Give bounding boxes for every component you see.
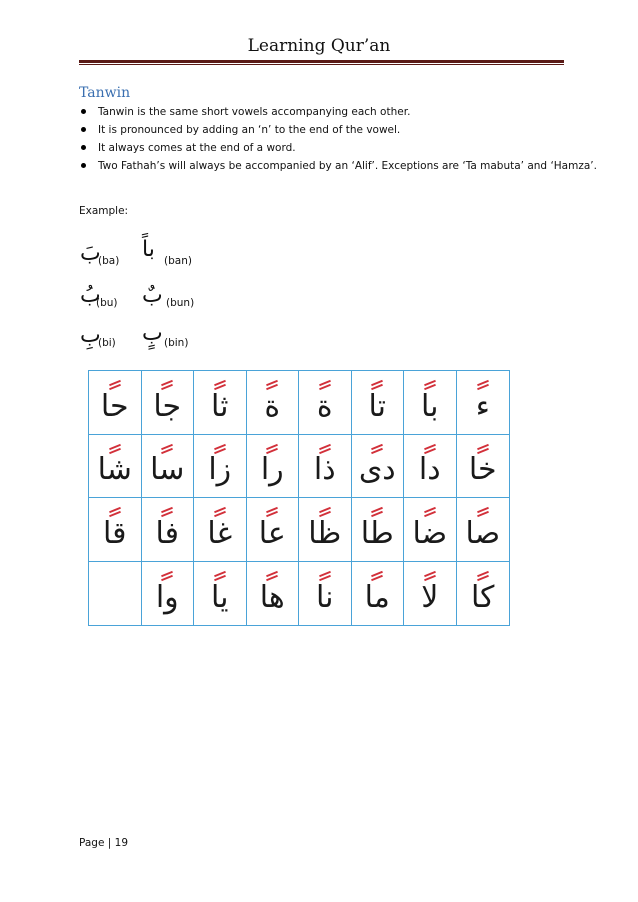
grid-cell xyxy=(194,371,247,435)
grid-cell xyxy=(404,371,457,435)
bullet-dot-icon xyxy=(81,163,86,168)
short-vowel-transliteration: (bu) xyxy=(96,297,118,309)
arabic-letter: سا xyxy=(150,452,185,488)
bullet-dot-icon xyxy=(81,109,86,114)
short-vowel-glyph: بِ xyxy=(80,323,101,348)
short-vowel-glyph: بَ xyxy=(80,241,101,266)
fathatan-mark-icon xyxy=(161,444,173,454)
grid-cell xyxy=(89,371,142,435)
grid-cell xyxy=(89,435,142,499)
tanwin-transliteration: (bun) xyxy=(166,297,195,309)
fathatan-mark-icon xyxy=(266,444,278,454)
bullet-list xyxy=(79,103,597,175)
arabic-letter: ة xyxy=(316,388,333,424)
fathatan-mark-icon xyxy=(477,444,489,454)
arabic-letter: ظا xyxy=(308,515,342,551)
header-rule-thin xyxy=(79,64,564,65)
fathatan-mark-icon xyxy=(477,571,489,581)
arabic-letter: طا xyxy=(360,515,394,551)
grid-cell xyxy=(89,498,142,562)
grid-cell xyxy=(404,435,457,499)
fathatan-mark-icon xyxy=(109,507,121,517)
bullet-text: It always comes at the end of a word. xyxy=(98,142,296,154)
arabic-letter: غا xyxy=(207,515,233,551)
fathatan-mark-icon xyxy=(214,507,226,517)
fathatan-mark-icon xyxy=(371,571,383,581)
fathatan-mark-icon xyxy=(424,444,436,454)
arabic-letter: يا xyxy=(211,579,229,615)
arabic-letter: ة xyxy=(264,388,281,424)
fathatan-mark-icon xyxy=(161,380,173,390)
tanwin-glyph: بٍ xyxy=(142,321,163,346)
grid-cell xyxy=(457,562,510,626)
grid-cell xyxy=(299,562,352,626)
grid-cell xyxy=(299,371,352,435)
arabic-letter: ضا xyxy=(412,515,448,551)
grid-cell xyxy=(89,562,142,626)
fathatan-mark-icon xyxy=(424,507,436,517)
section-heading: Tanwin xyxy=(79,85,131,101)
arabic-letter: لا xyxy=(421,579,439,615)
fathatan-mark-icon xyxy=(161,571,173,581)
example-row-kasra xyxy=(80,321,280,355)
arabic-letter: شا xyxy=(97,452,132,488)
fathatan-mark-icon xyxy=(266,380,278,390)
tanwin-glyph: باً xyxy=(142,237,155,262)
short-vowel-glyph: بُ xyxy=(80,283,101,308)
grid-cell xyxy=(247,498,300,562)
arabic-letter: جا xyxy=(153,388,182,424)
arabic-letter: قا xyxy=(103,515,127,551)
fathatan-mark-icon xyxy=(371,507,383,517)
fathatan-mark-icon xyxy=(319,507,331,517)
header-rule xyxy=(79,60,564,63)
grid-cell xyxy=(194,562,247,626)
tanwin-transliteration: (ban) xyxy=(164,255,192,267)
arabic-letter: كا xyxy=(471,579,495,615)
arabic-letter: حا xyxy=(100,388,129,424)
fathatan-mark-icon xyxy=(161,507,173,517)
arabic-letter: دا xyxy=(418,452,441,488)
short-vowel-transliteration: (ba) xyxy=(98,255,120,267)
grid-cell xyxy=(352,371,405,435)
bullet-item xyxy=(79,157,597,175)
bullet-text: Two Fathah’s will always be accompanied by an ‘Alif’. Exceptions are ‘Ta mabuta’ and ‘Hamza’. xyxy=(98,160,597,172)
bullet-item xyxy=(79,121,579,139)
arabic-letter: با xyxy=(421,388,439,424)
page-header-title: Learning Qur’an xyxy=(247,36,391,56)
arabic-letter: ثا xyxy=(211,388,229,424)
arabic-letter: ذا xyxy=(313,452,336,488)
grid-cell xyxy=(142,498,195,562)
short-vowel-transliteration: (bi) xyxy=(98,337,116,349)
fathatan-mark-icon xyxy=(319,571,331,581)
grid-cell xyxy=(247,371,300,435)
fathatan-mark-icon xyxy=(109,380,121,390)
grid-cell xyxy=(299,435,352,499)
fathatan-mark-icon xyxy=(424,380,436,390)
grid-cell xyxy=(299,498,352,562)
arabic-letter: وا xyxy=(155,579,179,615)
arabic-letter: ء xyxy=(475,388,490,424)
fathatan-mark-icon xyxy=(371,380,383,390)
arabic-letter: فا xyxy=(155,515,179,551)
grid-cell xyxy=(352,435,405,499)
grid-cell xyxy=(457,371,510,435)
tanwin-glyph: بٌ xyxy=(142,283,163,308)
example-row-fatha xyxy=(80,237,280,273)
fathatan-mark-icon xyxy=(424,571,436,581)
bullet-text: Tanwin is the same short vowels accompanying each other. xyxy=(98,106,411,118)
fathatan-mark-icon xyxy=(371,444,383,454)
fathatan-mark-icon xyxy=(214,444,226,454)
fathatan-mark-icon xyxy=(109,444,121,454)
grid-cell xyxy=(404,498,457,562)
arabic-letter: عا xyxy=(258,515,286,551)
arabic-letter: تا xyxy=(368,388,386,424)
grid-cell xyxy=(142,562,195,626)
arabic-letter: زا xyxy=(208,452,232,488)
grid-cell xyxy=(457,498,510,562)
grid-cell xyxy=(142,435,195,499)
arabic-letter: ها xyxy=(259,579,285,615)
grid-cell xyxy=(194,498,247,562)
arabic-letter: ما xyxy=(364,579,390,615)
grid-cell xyxy=(352,562,405,626)
fathatan-mark-icon xyxy=(319,380,331,390)
grid-cell xyxy=(247,562,300,626)
arabic-letter: نا xyxy=(316,579,334,615)
bullet-text: It is pronounced by adding an ‘n’ to the end of the vowel. xyxy=(98,124,401,136)
grid-cell xyxy=(352,498,405,562)
bullet-dot-icon xyxy=(81,127,86,132)
bullet-item xyxy=(79,103,579,121)
fathatan-mark-icon xyxy=(266,507,278,517)
bullet-item xyxy=(79,139,579,157)
grid-cell xyxy=(142,371,195,435)
arabic-letter: را xyxy=(260,452,284,488)
fathatan-mark-icon xyxy=(477,507,489,517)
fathatan-mark-icon xyxy=(319,444,331,454)
arabic-letter: خا xyxy=(468,452,497,488)
example-label: Example: xyxy=(79,205,129,217)
page-number: Page | 19 xyxy=(79,837,128,849)
grid-cell xyxy=(247,435,300,499)
arabic-letter: دى xyxy=(358,452,396,488)
grid-cell xyxy=(457,435,510,499)
grid-cell xyxy=(194,435,247,499)
tanwin-transliteration: (bin) xyxy=(164,337,189,349)
fathatan-mark-icon xyxy=(477,380,489,390)
example-row-damma xyxy=(80,285,280,315)
fathatan-mark-icon xyxy=(214,380,226,390)
arabic-letter: صا xyxy=(465,515,501,551)
bullet-dot-icon xyxy=(81,145,86,150)
fathatan-mark-icon xyxy=(214,571,226,581)
tanwin-letter-grid xyxy=(88,370,510,626)
grid-cell xyxy=(404,562,457,626)
fathatan-mark-icon xyxy=(266,571,278,581)
